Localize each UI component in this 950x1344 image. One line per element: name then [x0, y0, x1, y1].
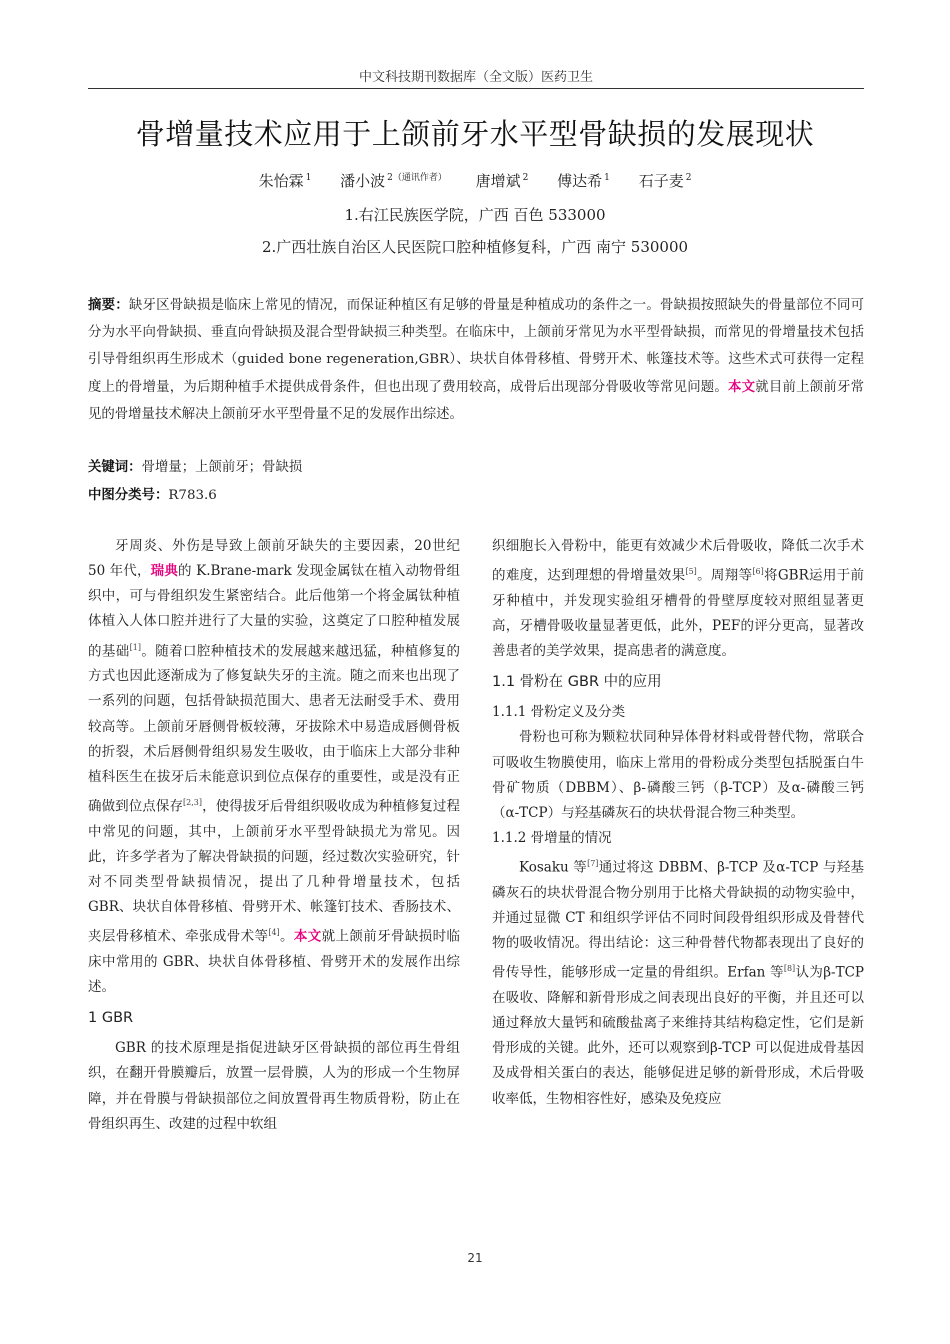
author-affiliation-mark: 2 — [522, 173, 529, 183]
author-affiliation-mark: 2 — [685, 173, 692, 183]
classification-text: R783.6 — [168, 488, 217, 503]
keywords-label: 关键词： — [88, 460, 142, 475]
author-affiliation-mark: 1 — [305, 173, 312, 183]
author-affiliation-mark: 2（通讯作者） — [387, 173, 447, 183]
text-run: 的 K.Brane-mark 发现金属钛在植入动物骨组织中，可与骨组织发生紧密结合。此后他第一个将金属钛种植体植入人体口腔并进行了大量的实验，这奠定了口腔种植发展的基础 — [88, 563, 460, 660]
abstract — [88, 292, 864, 428]
left-column — [88, 534, 460, 1137]
author-name: 潘小波 — [340, 172, 386, 190]
author — [639, 172, 692, 190]
text-run: 。 — [279, 928, 294, 945]
classification — [88, 484, 217, 503]
citation: [4] — [268, 928, 280, 938]
classification-label: 中图分类号： — [88, 488, 169, 503]
header-rule — [88, 88, 864, 89]
abstract-text: 缺牙区骨缺损是临床上常见的情况，而保证种植区有足够的骨量是种植成功的条件之一。骨缺损按照缺失的骨量部位不同可分为水平向骨缺损、垂直向骨缺损及混合型骨缺损三种类型。在临床中，上颌前牙常见为水平型骨缺损，而常见的骨增量技术包括引导骨组织再生形成术（guided bone regeneration,GBR）、块状自体骨移植、骨劈开术、帐篷技术等。这些术式可获得一定程度上的骨增量，为后期种植手术提供成骨条件，但也出现了费用较高，成骨后出现部分骨吸收等常见问题。 — [88, 298, 865, 395]
author — [557, 172, 610, 190]
text-run: 认为β-TCP 在吸收、降解和新骨形成之间表现出良好的平衡，并且还可以通过释放大量钙和硫酸盐离子来维持其结构稳定性，它们是新骨形成的关键。此外，还可以观察到β-TCP 可以促进成骨基因及成骨相关蛋白的表达，能够促进足够的新骨形成，术后骨吸收率低，生物相容性好，感染及免疫应 — [492, 964, 864, 1107]
text-run: 将GBR运用于前牙种植中，并发现实验组牙槽骨的骨壁厚度较对照组显著更高，牙槽骨吸收量显著更低，此外，PEF的评分更高，显著改善患者的美学效果，提高患者的满意度。 — [492, 567, 865, 660]
page-number: 21 — [467, 1251, 483, 1265]
running-header: 中文科技期刊数据库（全文版）医药卫生 — [358, 70, 593, 85]
subsubsection-heading: 1.1.2 骨增量的情况 — [492, 830, 612, 847]
author-name: 傅达希 — [557, 172, 603, 190]
author-name: 唐增斌 — [475, 172, 521, 190]
keywords — [88, 456, 302, 475]
citation: [8] — [783, 964, 796, 974]
text-run: ，使得拔牙后骨组织吸收成为种植修复过程中常见的问题，其中，上颌前牙水平型骨缺损尤为常见。因此，许多学者为了解决骨缺损的问题，经过数次实验研究，针对不同类型骨缺损情况，提出了几种骨增量技术，包括 GBR、块状自体骨移植、骨劈开术、帐篷钉技术、香肠技术、夹层骨移植术、牵张成骨术等 — [88, 798, 460, 945]
affiliation-2: 2.广西壮族自治区人民医院口腔种植修复科，广西 南宁 530000 — [261, 238, 689, 256]
bone-augmentation-paragraph — [492, 851, 864, 1112]
continued-paragraph — [492, 534, 864, 664]
citation: [5] — [685, 567, 697, 577]
author — [259, 172, 312, 190]
text-run: 牙周炎、外伤是导致上颌前牙缺失的主要因素，20世纪 50 年代， — [88, 538, 460, 580]
citation: [1] — [129, 642, 141, 652]
citation: [7] — [587, 859, 599, 869]
author-name: 石子麦 — [638, 172, 684, 190]
author — [340, 172, 447, 190]
abstract-highlight: 本文 — [728, 378, 756, 395]
text-run: 通过将这 DBBM、β-TCP 及α-TCP 与羟基磷灰石的块状骨混合物分别用于比格犬骨缺损的动物实验中，并通过显微 CT 和组织学评估不同时间段骨组织形成及骨替代物的吸收情况。得出结论：这三种骨替代物都表现出了良好的骨传导性，能够形成一定量的骨组织。Erfan 等 — [492, 859, 864, 981]
text-run: 。周翔等 — [696, 567, 753, 584]
text-run: 。随着口腔种植技术的发展越来越迅猛，种植修复的方式也因此逐渐成为了修复缺失牙的主流。随之而来也出现了一系列的问题，包括骨缺损范围大、患者无法耐受手术、费用较高等。上颌前牙唇侧骨板较薄，牙拔除术中易造成唇侧骨板的折裂，术后唇侧骨组织易发生吸收，由于临床上大部分非种植科医生在拔牙后未能意识到位点保存的重要性，或是没有正确做到位点保存 — [88, 643, 461, 815]
author — [476, 172, 529, 190]
affiliation-1: 1.右江民族医学院，广西 百色 533000 — [344, 206, 606, 224]
article-title: 骨增量技术应用于上颌前牙水平型骨缺损的发展现状 — [135, 117, 815, 151]
subsubsection-heading: 1.1.1 骨粉定义及分类 — [492, 704, 626, 721]
subsection-heading: 1.1 骨粉在 GBR 中的应用 — [492, 674, 662, 691]
author-affiliation-mark: 1 — [604, 173, 610, 183]
gbr-paragraph: GBR 的技术原理是指促进缺牙区骨缺损的部位再生骨组织，在翻开骨膜瓣后，放置一层骨膜，人为的形成一个生物屏障，并在骨膜与骨缺损部位之间放置骨再生物质骨粉，防止在骨组织再生、改建的过程中软组 — [88, 1040, 460, 1132]
abstract-text-end: 就目前上颌前牙常见的骨增量技术解决上颌前牙水平型骨量不足的发展作出综述。 — [88, 379, 865, 422]
section-heading-gbr: 1 GBR — [88, 1010, 134, 1027]
text-run: 织细胞长入骨粉中，能更有效减少术后骨吸收，降低二次手术的难度，达到理想的骨增量效果 — [492, 538, 864, 584]
intro-paragraph — [88, 534, 460, 1000]
citation: [2,3] — [183, 798, 203, 808]
right-column — [492, 534, 864, 1112]
text-run: 就上颌前牙骨缺损时临床中常用的 GBR、块状自体骨移植、骨劈开术的发展作出综述。 — [88, 928, 461, 996]
author-list — [60, 170, 890, 191]
highlight-text: 瑞典 — [150, 563, 178, 580]
bone-powder-paragraph: 骨粉也可称为颗粒状同种异体骨材料或骨替代物，常联合可吸收生物膜使用，临床上常用的骨粉成分类型包括脱蛋白牛骨矿物质（DBBM）、β-磷酸三钙（β-TCP）及α-磷酸三钙（α-TCP）与羟基磷灰石的块状骨混合物三种类型。 — [492, 729, 864, 821]
text-run: Kosaku 等 — [519, 859, 588, 876]
citation: [6] — [752, 567, 764, 577]
keywords-text: 骨增量；上颌前牙；骨缺损 — [141, 460, 303, 475]
author-name: 朱怡霖 — [258, 172, 304, 190]
abstract-label: 摘要： — [88, 298, 129, 313]
highlight-text: 本文 — [293, 928, 322, 945]
